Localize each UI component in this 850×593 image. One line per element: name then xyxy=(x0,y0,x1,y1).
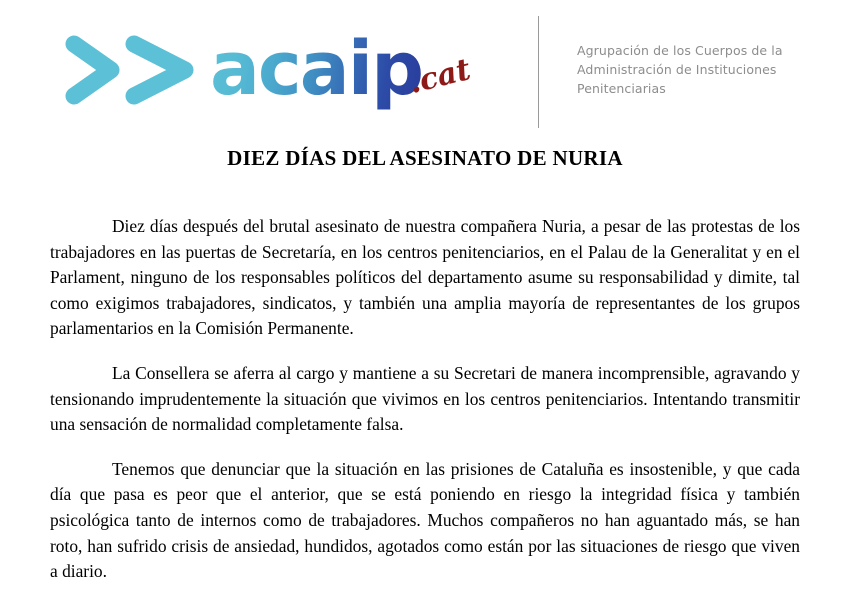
document-body xyxy=(50,214,800,585)
body-paragraph: Diez días después del brutal asesinato de nuestra compañera Nuria, a pesar de las protestas de los trabajadores en las puertas de Secretaría, en los centros penitenciarios, en el Palau de la Generalitat y en el Parlament, ninguno de los responsables políticos del departamento asume su responsabilidad y dimite, tal como exigimos trabajadores, sindicatos, y también una amplia mayoría de representantes de los grupos parlamentarios en la Comisión Permanente. xyxy=(50,216,800,339)
organization-name-line-2: Administración de Instituciones xyxy=(577,62,777,77)
double-chevron-icon xyxy=(62,34,207,106)
organization-name-line-1: Agrupación de los Cuerpos de la xyxy=(577,43,783,58)
header-divider xyxy=(538,16,539,128)
organization-name-line-3: Penitenciarias xyxy=(577,81,666,96)
organization-name xyxy=(577,41,827,98)
page-title: DIEZ DÍAS DEL ASESINATO DE NURIA xyxy=(227,146,623,170)
letterhead xyxy=(0,0,850,140)
cat-tld-text: .cat xyxy=(405,52,475,101)
body-paragraph: La Consellera se aferra al cargo y mantiene a su Secretari de manera incomprensible, agravando y tensionando imprudentemente la situación que vivimos en los centros penitenciarios. Intentando transmitir una sensación de normalidad completamente falsa. xyxy=(50,362,800,435)
acaip-logo xyxy=(62,22,532,117)
body-paragraph: Tenemos que denunciar que la situación en las prisiones de Cataluña es insostenible, y que cada día que pasa es peor que el anterior, que se está poniendo en riesgo la integridad física y también psicológica tanto de internos como de trabajadores. Muchos compañeros no han aguantado más, se han roto, han sufrido crisis de ansiedad, hundidos, agotados como están por las situaciones de riesgo que viven a diario. xyxy=(50,458,800,582)
acaip-wordmark: acaip xyxy=(210,22,422,117)
